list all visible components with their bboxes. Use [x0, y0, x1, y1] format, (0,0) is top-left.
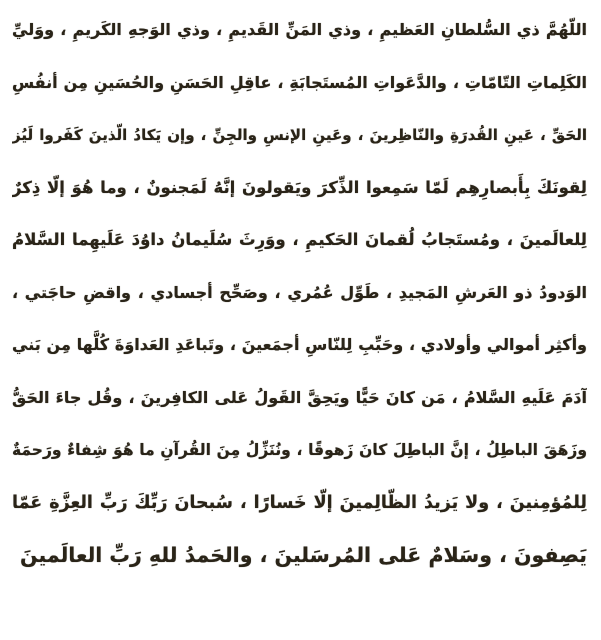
- text-line-4: لِقونَكَ بِأَبصارِهِم لَمّا سَمِعوا الذِّكرَ ويَقولونَ إنَّهُ لَمَجنونٌ ، وما هُوَ إلّا ذِكرٌ: [12, 177, 587, 197]
- text-line-5: لِلعالَمينَ ، ومُستَجابُ لُقمانَ الحَكيمِ ، ووَرِثَ سُلَيمانُ داوُدَ عَلَيهِما السَّلامُ: [12, 230, 587, 249]
- text-line-2: الكَلِماتِ التّامّاتِ ، والدَّعَواتِ المُستَجابَةِ ، عاقِلِ الحَسَنِ والحُسَينِ مِن أنفُسِ: [12, 72, 587, 92]
- text-line-8: آدَمَ عَلَيهِ السَّلامُ ، مَن كانَ حَيًّا ويَحِقَّ القَولُ عَلى الكافِرينَ ، وقُل جاءَ الحَقُّ: [12, 387, 587, 407]
- text-line-1: اللّهُمَّ ذي السُّلطانِ العَظيمِ ، وذي المَنِّ القَديمِ ، وذي الوَجهِ الكَريمِ ، ووَليِّ: [12, 20, 587, 39]
- text-line-10: لِلمُؤمِنينَ ، ولا يَزيدُ الظّالِمينَ إلّا خَسارًا ، سُبحانَ رَبِّكَ رَبِّ العِزَّةِ عَمّا: [12, 492, 587, 513]
- text-line-11: يَصِفونَ ، وسَلامٌ عَلى المُرسَلينَ ، والحَمدُ للهِ رَبِّ العالَمينَ: [20, 543, 587, 567]
- text-line-9: وزَهَقَ الباطِلُ ، إنَّ الباطِلَ كانَ زَهوقًا ، ونُنَزِّلُ مِنَ القُرآنِ ما هُوَ شِفاءٌ ورَحمَةٌ: [12, 441, 587, 459]
- text-line-7: وأكثِر أموالي وأولادي ، وحَبِّبِ لِلنّاسِ أجمَعينَ ، وتَباعَدِ العَداوَةَ كُلَّها مِن بَني: [12, 335, 587, 354]
- text-line-3: الحَقِّ ، عَينِ القُدرَةِ والنّاظِرينَ ، وعَينِ الإنسِ والجِنِّ ، وإن يَكادُ الّذينَ كَفَروا لَيُز: [12, 126, 587, 144]
- text-line-6: الوَدودُ ذو العَرشِ المَجيدِ ، طَوِّل عُمُري ، وصَحِّح أجسادي ، واقضِ حاجَتي ،: [12, 282, 587, 302]
- supplication-text-block: [12, 4, 587, 582]
